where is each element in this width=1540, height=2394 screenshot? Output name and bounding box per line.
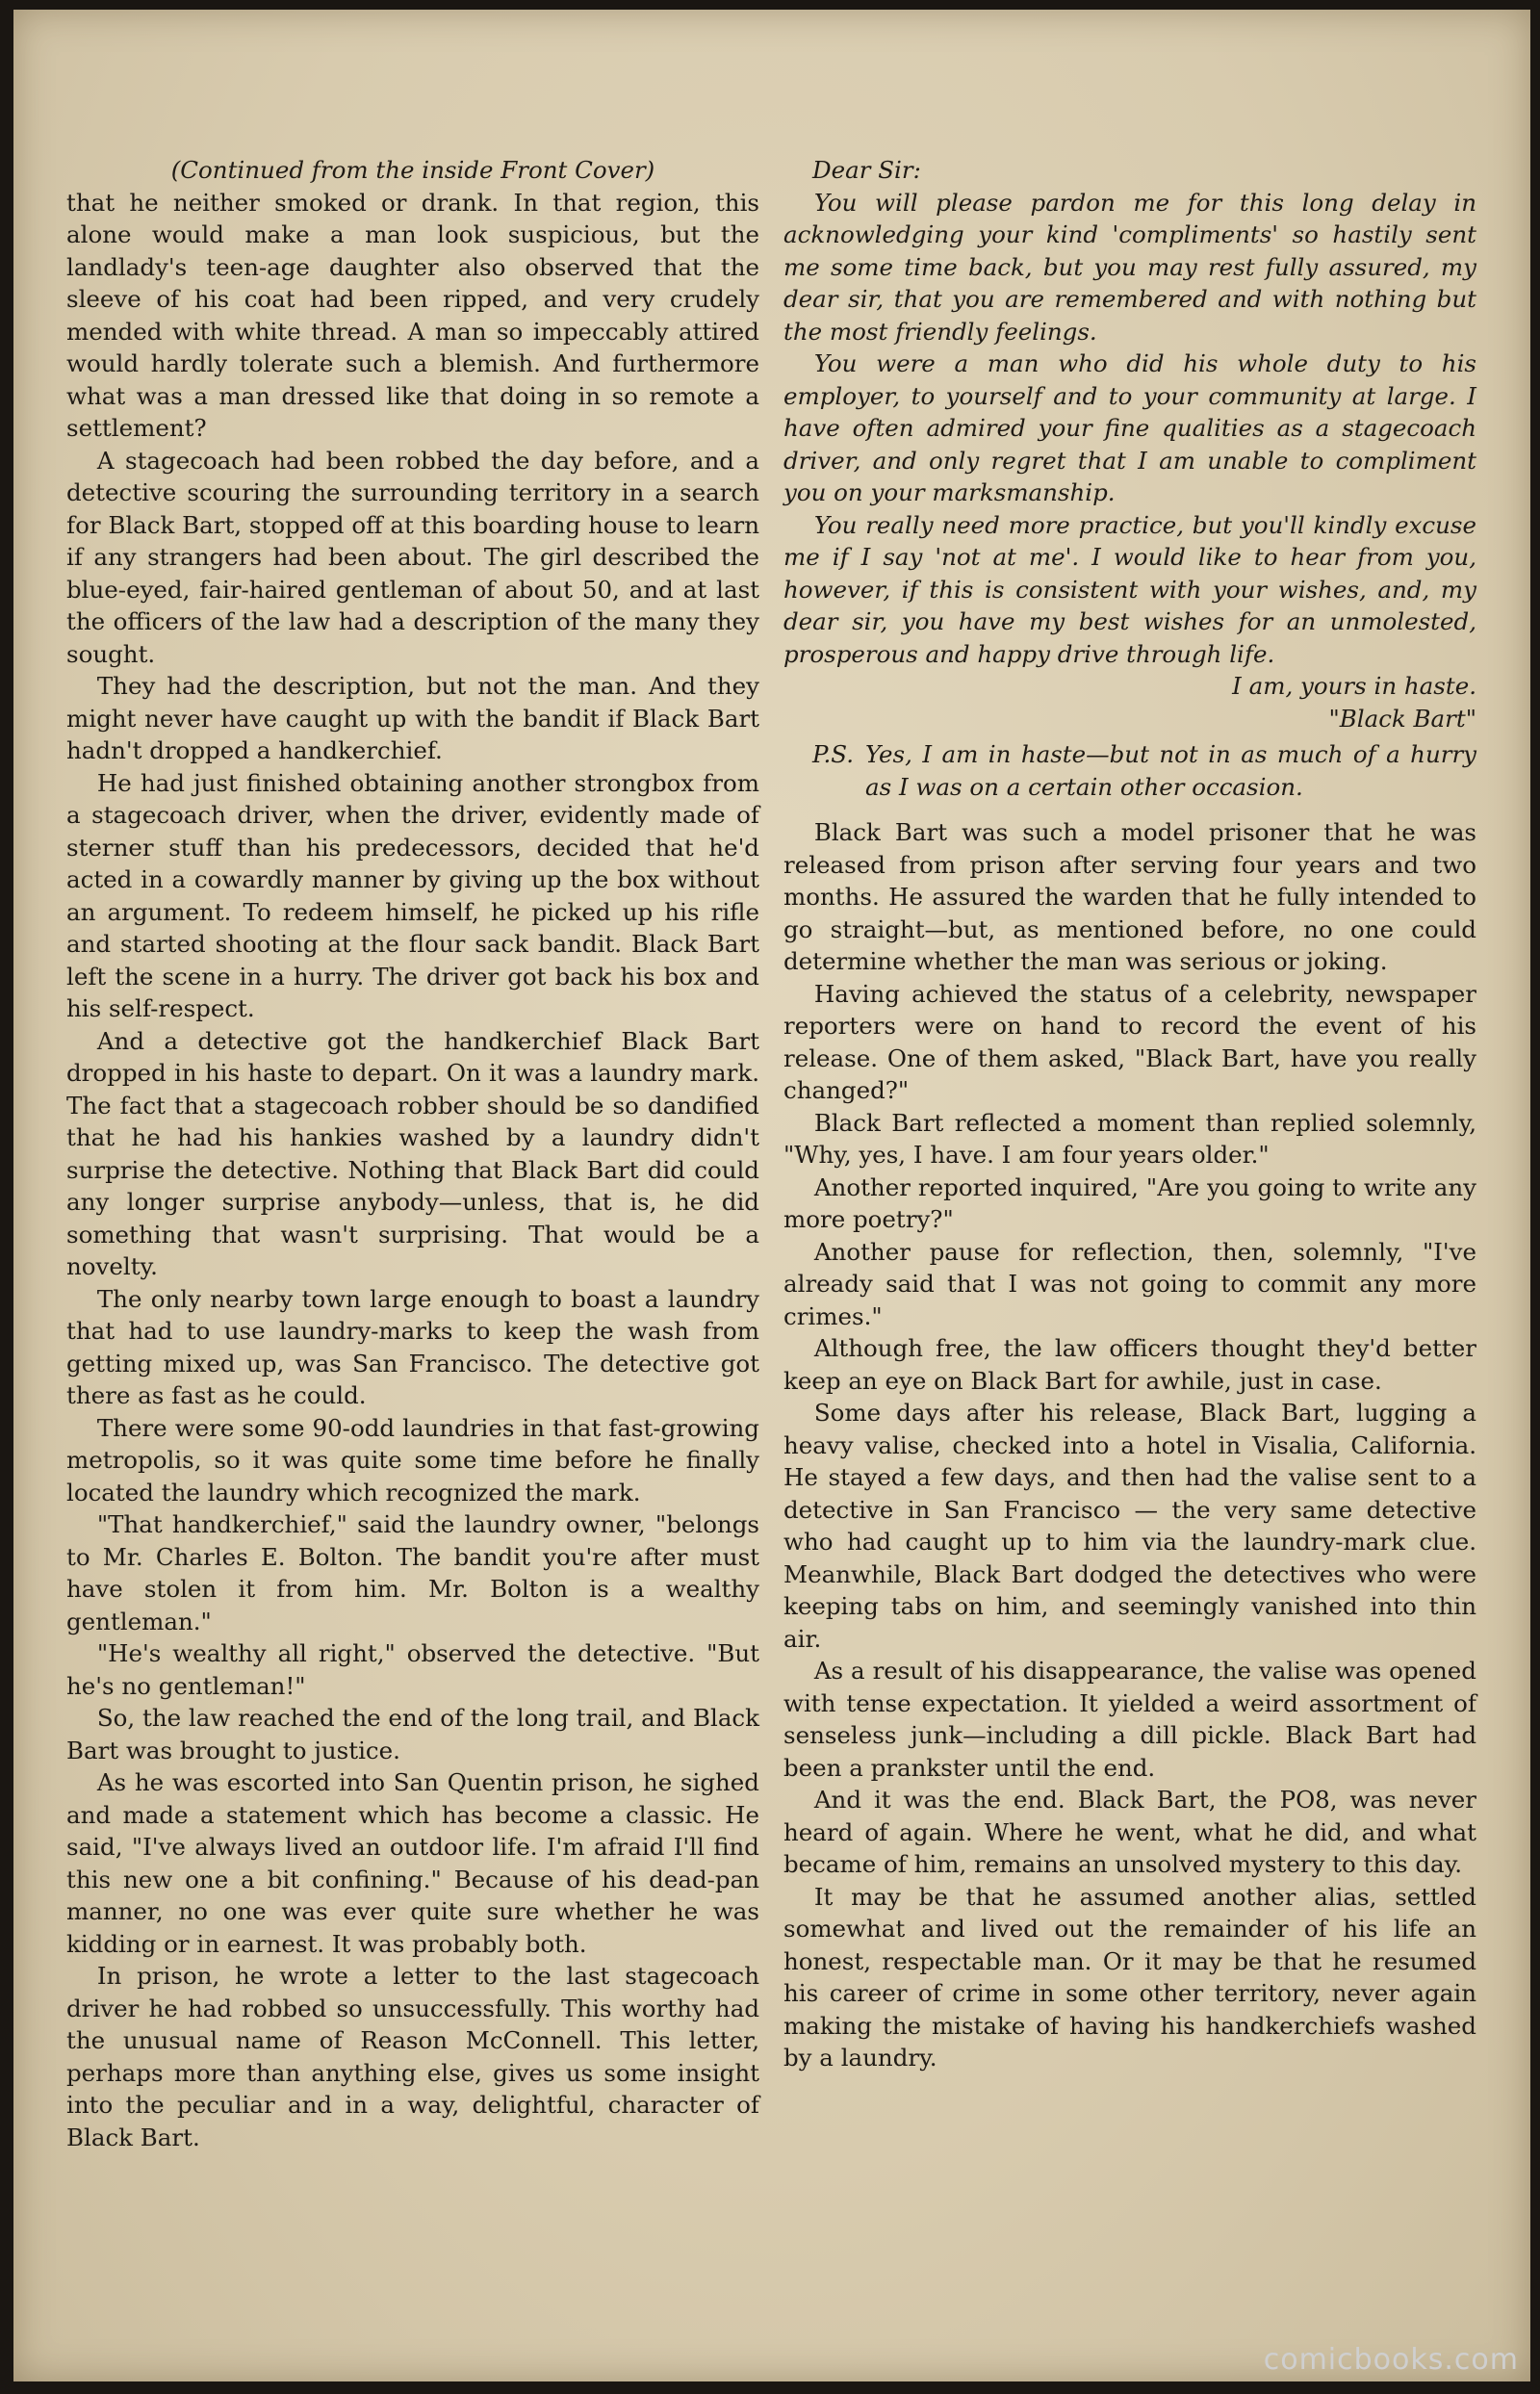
paragraph: There were some 90-odd laundries in that fast-growing metropolis, so it was quite some time before he finally located the laundry which recognized the mark. [66, 1413, 759, 1506]
paragraph: Having achieved the status of a celebrity, newspaper reporters were on hand to record the event of his release. One of them asked, "Black Bart, have you really changed?" [783, 979, 1476, 1104]
paragraph: that he neither smoked or drank. In that region, this alone would make a man look suspicious, but the landlady's teen-age daughter also observed that the sleeve of his coat had been ripped, and very crudely mended with white thread. A man so impeccably attired would hardly tolerate such a blemish. And furthermore what was a man dressed like that doing in so remote a settlement? [66, 188, 759, 442]
right-column [783, 154, 1476, 2074]
paragraph: They had the description, but not the man. And they might never have caught up with the bandit if Black Bart hadn't dropped a handkerchief. [66, 672, 759, 764]
paragraph: Some days after his release, Black Bart, lugging a heavy valise, checked into a hotel in Visalia, California. He stayed a few days, and then had the valise sent to a detective in San Francisco — the very same detective who had caught up to him via the laundry-mark clue. Meanwhile, Black Bart dodged the detectives who were keeping tabs on him, and seemingly vanished into thin air. [783, 1399, 1476, 1653]
letter-paragraph: You really need more practice, but you'll kindly excuse me if I say 'not at me'. I would like to hear from you, however, if this is consistent with your wishes, and, my dear sir, you have my best wishes for an unmolested, prosperous and happy drive through life. [783, 510, 1476, 668]
paragraph: Another reported inquired, "Are you going to write any more poetry?" [783, 1172, 1476, 1233]
left-column [66, 154, 759, 2153]
paragraph: As he was escorted into San Quentin prison, he sighed and made a statement which has become a classic. He said, "I've always lived an outdoor life. I'm afraid I'll find this new one a bit confining." Because of his dead-pan manner, no one was ever quite sure whether he was kidding or in earnest. It was probably both. [66, 1768, 759, 1958]
paragraph: So, the law reached the end of the long trail, and Black Bart was brought to justice. [66, 1704, 759, 1764]
paragraph: Black Bart was such a model prisoner that he was released from prison after serving four years and two months. He assured the warden that he fully intended to go straight—but, as mentioned before, no one could determine whether the man was serious or joking. [783, 818, 1476, 975]
paragraph: Although free, the law officers thought they'd better keep an eye on Black Bart for awhile, just in case. [783, 1334, 1476, 1395]
paragraph: He had just finished obtaining another strongbox from a stagecoach driver, when the driver, evidently made of sterner stuff than his predecessors, decided that he'd acted in a cowardly manner by giving up the box without an argument. To redeem himself, he picked up his rifle and started shooting at the flour sack bandit. Black Bart left the scene in a hurry. The driver got back his box and his self-respect. [66, 768, 759, 1022]
paragraph: And it was the end. Black Bart, the PO8, was never heard of again. Where he went, what he did, and what became of him, remains an unsolved mystery to this day. [783, 1786, 1476, 1878]
postscript-text: Yes, I am in haste—but not in as much of a hurry as I was on a certain other occasion. [865, 740, 1476, 801]
paragraph: As a result of his disappearance, the valise was opened with tense expectation. It yielded a weird assortment of senseless junk—including a dill pickle. Black Bart had been a prankster until the end. [783, 1657, 1476, 1782]
letter-paragraph: You will please pardon me for this long delay in acknowledging your kind 'compliments' so hastily sent me some time back, but you may rest fully assured, my dear sir, that you are remembered and with nothing but the most friendly feelings. [783, 188, 1476, 346]
paragraph: The only nearby town large enough to boast a laundry that had to use laundry-marks to keep the wash from getting mixed up, was San Francisco. The detective got there as fast as he could. [66, 1284, 759, 1409]
paragraph: Black Bart reflected a moment than replied solemnly, "Why, yes, I have. I am four years older." [783, 1108, 1476, 1169]
watermark: comicbooks.com [1263, 2343, 1519, 2377]
letter [783, 154, 1476, 803]
letter-paragraph: You were a man who did his whole duty to his employer, to yourself and to your community at large. I have often admired your fine qualities as a stagecoach driver, and only regret that I am unable to compliment you on your marksmanship. [783, 349, 1476, 506]
narrative [783, 816, 1476, 2074]
continued-note: (Continued from the inside Front Cover) [170, 156, 655, 184]
paragraph: It may be that he assumed another alias, settled somewhat and lived out the remainder of his life an honest, respectable man. Or it may be that he resumed his career of crime in some other territory, never again making the mistake of having his handkerchiefs washed by a laundry. [783, 1882, 1476, 2072]
paragraph: In prison, he wrote a letter to the last stagecoach driver he had robbed so unsuccessfully. This worthy had the unusual name of Reason McConnell. This letter, perhaps more than anything else, gives us some insight into the peculiar and in a way, delightful, character of Black Bart. [66, 1962, 759, 2151]
paragraph: And a detective got the handkerchief Black Bart dropped in his haste to depart. On it was a laundry mark. The fact that a stagecoach robber should be so dandified that he had his hankies washed by a laundry didn't surprise the detective. Nothing that Black Bart did could any longer surprise anybody—unless, that is, he did something that wasn't surprising. That would be a novelty. [66, 1026, 759, 1280]
letter-postscript [783, 738, 1476, 803]
page [13, 10, 1530, 2381]
paragraph: "He's wealthy all right," observed the detective. "But he's no gentleman!" [66, 1639, 759, 1700]
postscript-label: P.S. [812, 740, 855, 768]
letter-closing: I am, yours in haste. [1232, 672, 1476, 700]
paragraph: A stagecoach had been robbed the day before, and a detective scouring the surrounding territory in a search for Black Bart, stopped off at this boarding house to learn if any strangers had been about. The girl described the blue-eyed, fair-haired gentleman of about 50, and at last the officers of the law had a description of the many they sought. [66, 446, 759, 668]
letter-salutation: Dear Sir: [812, 156, 921, 184]
letter-signature: "Black Bart" [1328, 704, 1476, 733]
paragraph: Another pause for reflection, then, solemnly, "I've already said that I was not going to commit any more crimes." [783, 1237, 1476, 1330]
paragraph: "That handkerchief," said the laundry owner, "belongs to Mr. Charles E. Bolton. The bandit you're after must have stolen it from him. Mr. Bolton is a wealthy gentleman." [66, 1510, 759, 1635]
